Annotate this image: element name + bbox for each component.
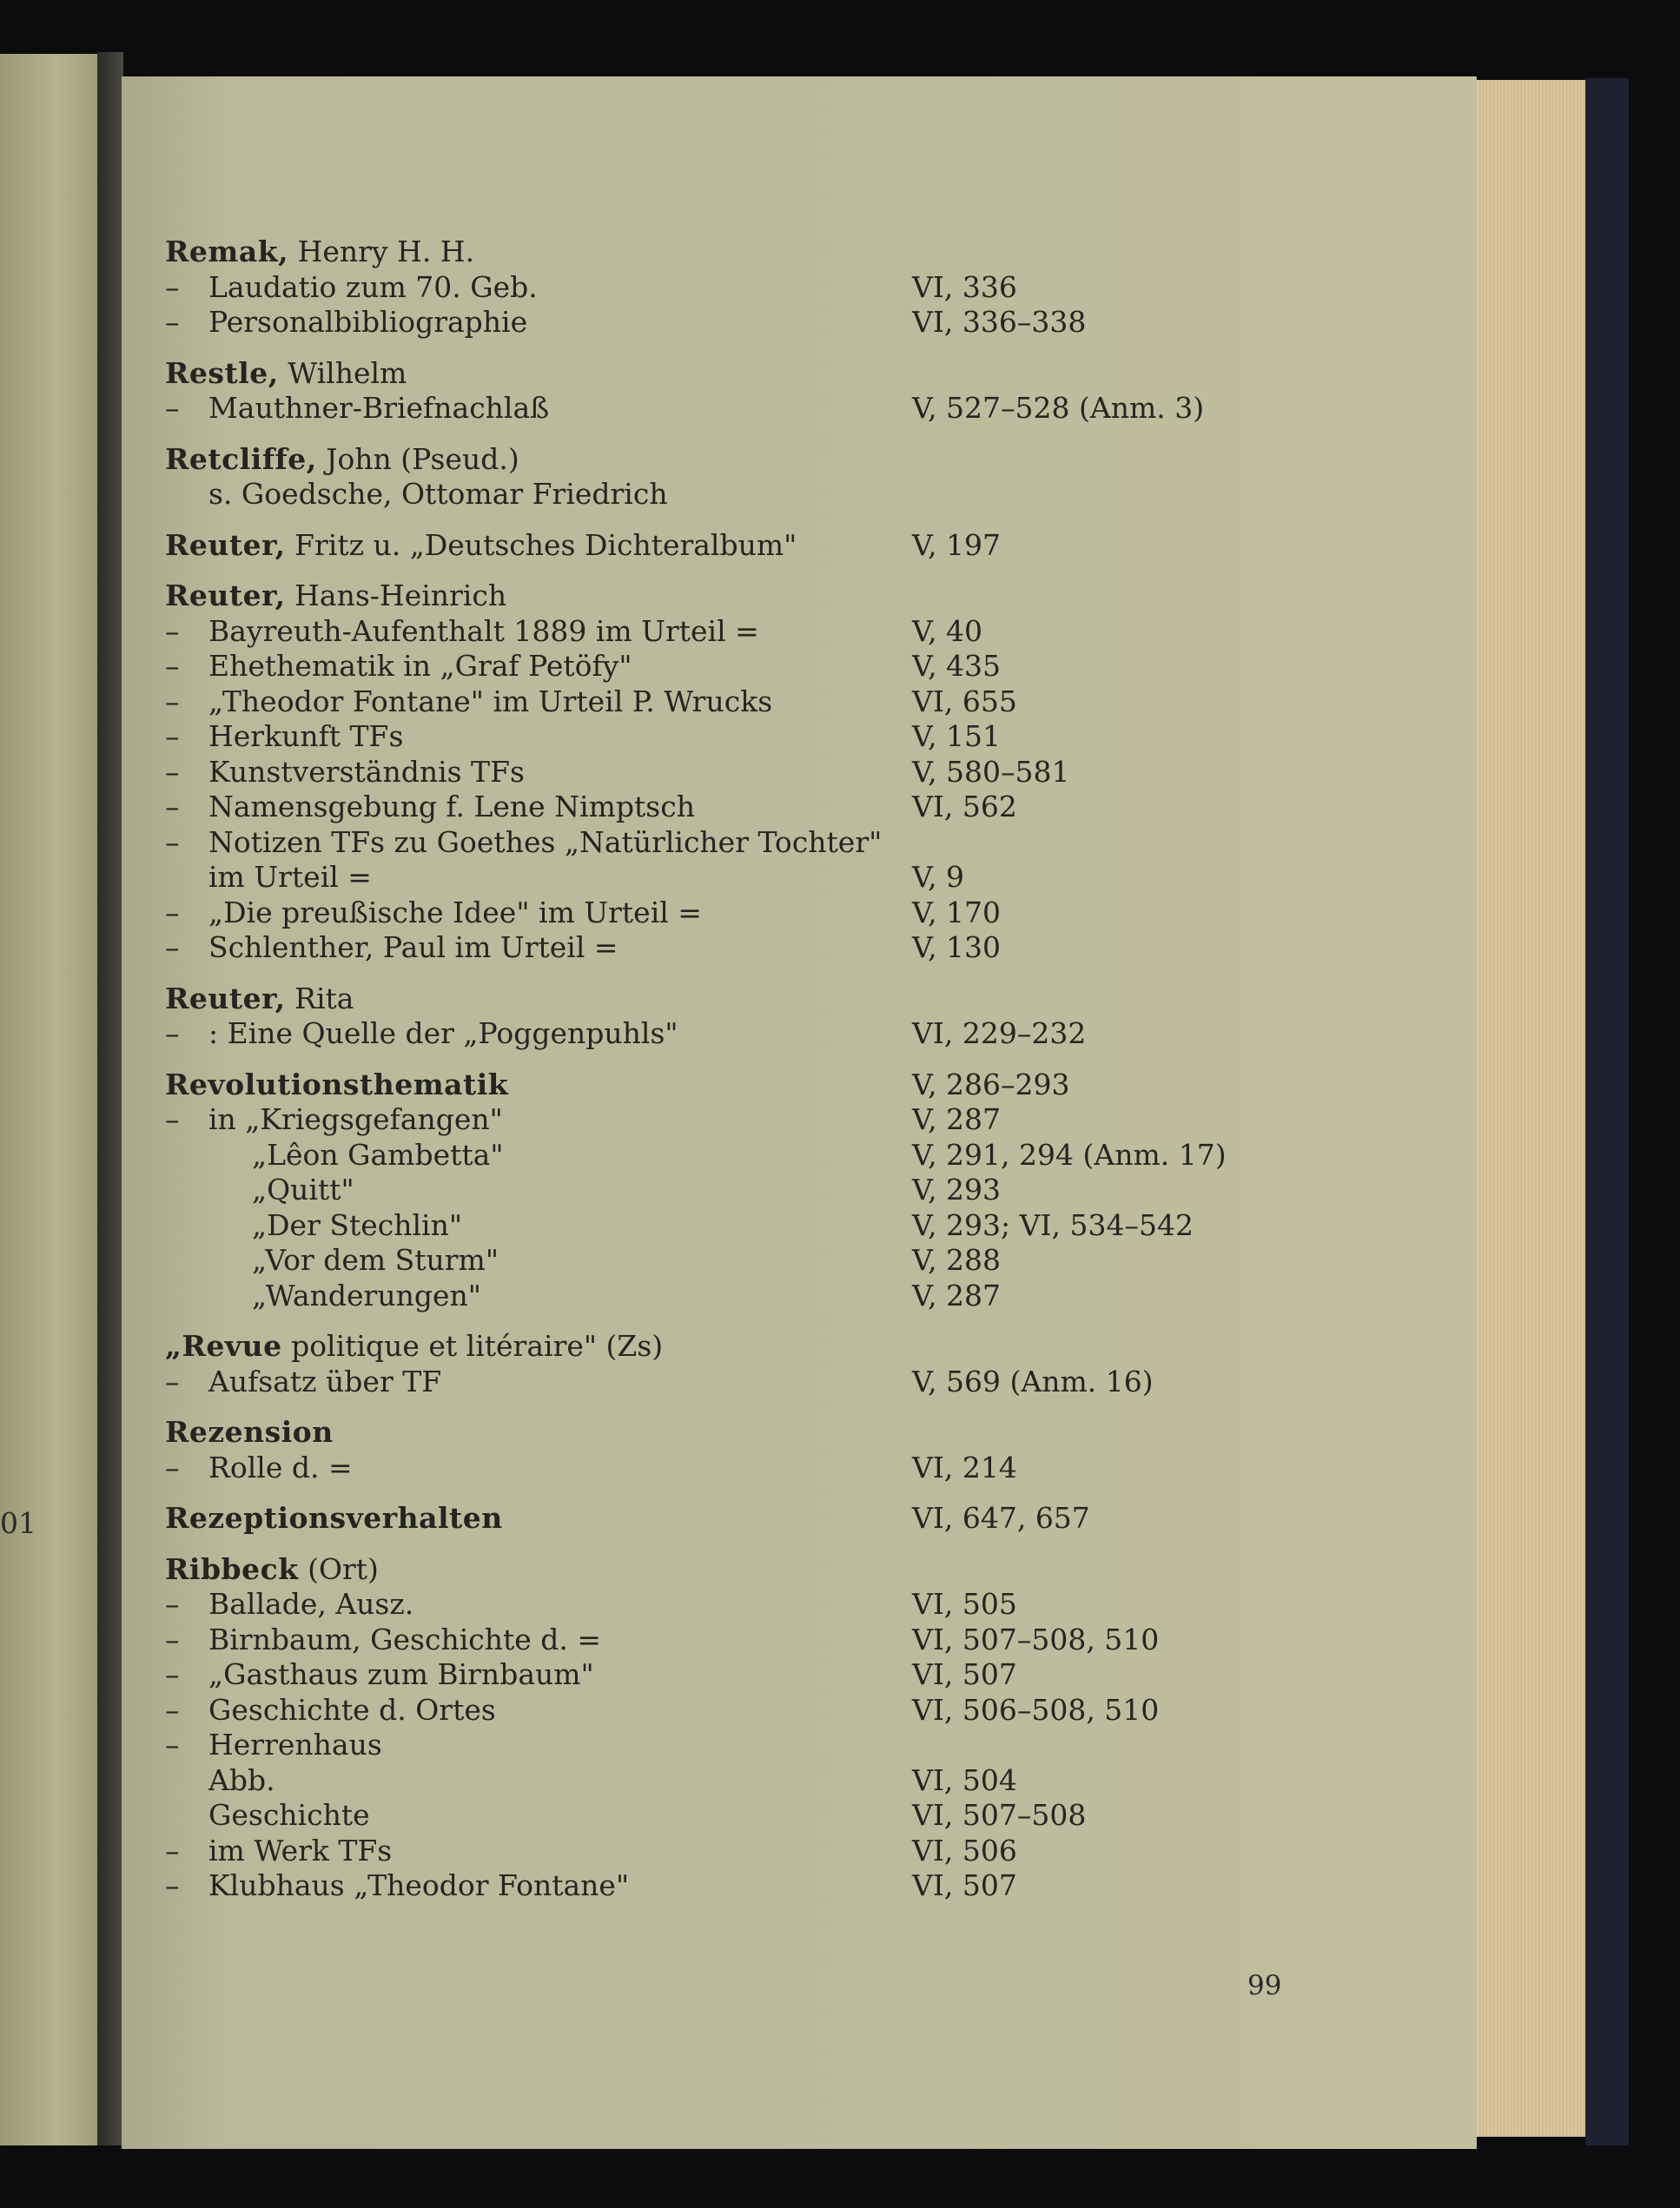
dash-marker: –	[165, 1587, 180, 1621]
index-line	[165, 305, 1225, 340]
left-page-number: 01	[0, 1506, 36, 1540]
page-reference: VI, 507–508	[912, 1798, 1087, 1832]
index-line	[165, 790, 1225, 825]
page-reference: VI, 229–232	[912, 1016, 1087, 1050]
dash-marker: –	[165, 824, 180, 859]
index-line	[165, 1173, 1225, 1208]
page-reference: VI, 505	[912, 1587, 1017, 1621]
index-line	[165, 649, 1225, 684]
index-entry	[165, 528, 1225, 564]
index-term	[165, 578, 506, 614]
index-term	[208, 1728, 382, 1763]
index-term	[165, 356, 407, 392]
index-line	[165, 860, 1225, 896]
dash-marker: –	[165, 1833, 180, 1868]
index-line	[165, 528, 1225, 564]
page-reference: V, 130	[912, 930, 1002, 964]
page-reference: VI, 506	[912, 1833, 1017, 1868]
index-entry	[165, 982, 1225, 1052]
left-page	[0, 54, 97, 2145]
index-line	[165, 1415, 1225, 1451]
page-number: 99	[1247, 1970, 1282, 2001]
index-entry	[165, 1501, 1225, 1537]
index-term-text: Henry H. H.	[288, 235, 475, 268]
index-keyword: Rezension	[165, 1415, 334, 1449]
index-term	[208, 684, 772, 720]
index-term	[208, 1365, 441, 1400]
index-line	[165, 578, 1225, 614]
index-entry	[165, 1415, 1225, 1485]
index-term	[208, 1016, 678, 1052]
index-term	[208, 825, 882, 861]
index-term-text: Bayreuth-Aufenthalt 1889 im Urteil =	[208, 613, 759, 648]
dash-marker: –	[165, 1364, 180, 1398]
page-reference: VI, 336	[912, 269, 1017, 304]
index-term-text: Rita	[285, 981, 354, 1015]
dash-marker: –	[165, 391, 180, 425]
page-reference: V, 293	[912, 1173, 1002, 1206]
dash-marker: –	[165, 895, 180, 929]
index-line	[165, 1587, 1225, 1623]
dash-marker: –	[165, 930, 180, 964]
index-term	[252, 1279, 481, 1314]
index-entries	[165, 235, 1225, 1920]
dash-marker: –	[165, 684, 180, 718]
index-term	[208, 790, 695, 825]
index-term	[252, 1243, 499, 1279]
index-term-text: John (Pseud.)	[316, 441, 519, 476]
index-keyword: Restle,	[165, 355, 279, 390]
index-line	[165, 825, 1225, 861]
index-line	[165, 235, 1225, 270]
index-term-text: Mauthner-Briefnachlaß	[208, 391, 550, 425]
index-keyword: Rezeptionsverhalten	[165, 1501, 503, 1535]
index-line	[165, 391, 1225, 426]
index-term	[208, 1798, 370, 1834]
index-line	[165, 1693, 1225, 1729]
page-reference: VI, 562	[912, 790, 1017, 823]
index-term	[208, 1102, 503, 1138]
index-term	[208, 270, 538, 306]
dash-marker: –	[165, 649, 180, 683]
dash-marker: –	[165, 1868, 180, 1902]
index-entry	[165, 1329, 1225, 1399]
index-keyword: Reuter,	[165, 527, 286, 562]
index-line	[165, 356, 1225, 392]
index-term	[208, 896, 702, 931]
index-line	[165, 1657, 1225, 1693]
index-term	[208, 649, 632, 684]
index-term-text: „Theodor Fontane" im Urteil P. Wrucks	[208, 684, 773, 718]
index-term	[165, 1501, 503, 1537]
index-term	[208, 1868, 629, 1904]
page-reference: VI, 504	[912, 1762, 1017, 1797]
page-reference: VI, 647, 657	[912, 1501, 1090, 1535]
index-term-text: „Vor dem Sturm"	[252, 1243, 499, 1277]
index-line	[165, 982, 1225, 1017]
index-term-text: Namensgebung f. Lene Nimptsch	[208, 790, 695, 823]
index-term-text: „Quitt"	[252, 1173, 354, 1206]
index-line	[165, 270, 1225, 306]
dash-marker: –	[165, 790, 180, 823]
index-line	[165, 1763, 1225, 1799]
dash-marker: –	[165, 1450, 180, 1484]
index-line	[165, 755, 1225, 790]
page-reference: VI, 336–338	[912, 305, 1087, 339]
index-term-text: „Der Stechlin"	[252, 1207, 463, 1242]
index-term-text: Laudatio zum 70. Geb.	[208, 269, 538, 304]
index-term	[252, 1138, 504, 1173]
page-reference: V, 40	[912, 613, 983, 648]
index-line	[165, 1728, 1225, 1763]
index-keyword: Ribbeck	[165, 1551, 299, 1586]
index-line	[165, 1623, 1225, 1658]
index-line	[165, 1016, 1225, 1052]
index-term	[208, 305, 527, 340]
index-entry	[165, 1552, 1225, 1904]
index-term-text: Klubhaus „Theodor Fontane"	[208, 1868, 630, 1902]
index-line	[165, 1279, 1225, 1314]
index-entry	[165, 356, 1225, 426]
index-term	[252, 1173, 354, 1208]
index-term	[208, 477, 668, 512]
dash-marker: –	[165, 1657, 180, 1691]
index-term	[165, 1415, 334, 1451]
index-entry	[165, 442, 1225, 512]
dash-marker: –	[165, 1622, 180, 1656]
index-term-text: Schlenther, Paul im Urteil =	[208, 930, 618, 964]
index-term-text: (Ort)	[298, 1551, 379, 1586]
index-term-text: Personalbibliographie	[208, 305, 528, 339]
index-term-text: politique et litéraire" (Zs)	[281, 1329, 664, 1363]
index-line	[165, 1834, 1225, 1869]
index-term	[208, 719, 403, 755]
index-term-text: Hans-Heinrich	[285, 578, 507, 612]
index-term-text: „Lêon Gambetta"	[252, 1137, 504, 1172]
page-reference: V, 286–293	[912, 1067, 1070, 1101]
index-term	[252, 1208, 462, 1244]
page-reference: V, 170	[912, 895, 1002, 929]
index-keyword: Reuter,	[165, 578, 286, 612]
index-term-text: „Gasthaus zum Birnbaum"	[208, 1657, 594, 1691]
index-term	[208, 1763, 275, 1799]
index-line	[165, 1102, 1225, 1138]
page-reference: V, 569 (Anm. 16)	[912, 1364, 1154, 1398]
index-line	[165, 1208, 1225, 1244]
index-term-text: Ehethematik in „Graf Petöfy"	[208, 649, 632, 683]
index-term-text: Fritz u. „Deutsches Dichteralbum"	[285, 527, 797, 562]
page-reference: VI, 507	[912, 1868, 1017, 1902]
page-reference: V, 151	[912, 719, 1002, 753]
index-term-text: im Urteil =	[208, 860, 372, 894]
index-term	[165, 1329, 663, 1365]
index-line	[165, 896, 1225, 931]
page-reference: V, 197	[912, 527, 1002, 562]
index-term	[208, 1657, 594, 1693]
index-entry	[165, 235, 1225, 340]
index-line	[165, 1552, 1225, 1588]
index-line	[165, 1068, 1225, 1103]
index-term-text: Geschichte	[208, 1798, 370, 1832]
index-line	[165, 1138, 1225, 1173]
dash-marker: –	[165, 1016, 180, 1050]
index-term	[208, 860, 372, 896]
index-term-text: Herrenhaus	[208, 1728, 382, 1762]
page-reference: VI, 507	[912, 1657, 1017, 1691]
page-reference: V, 291, 294 (Anm. 17)	[912, 1137, 1227, 1172]
index-term-text: Notizen TFs zu Goethes „Natürlicher Tochter"	[208, 824, 883, 859]
index-term	[165, 1068, 508, 1103]
index-keyword: Retcliffe,	[165, 441, 317, 476]
index-line	[165, 1798, 1225, 1834]
index-line	[165, 477, 1225, 512]
index-term-text: „Die preußische Idee" im Urteil =	[208, 895, 702, 929]
index-term	[208, 1451, 353, 1486]
dash-marker: –	[165, 269, 180, 304]
page-reference: V, 293; VI, 534–542	[912, 1207, 1194, 1242]
dash-marker: –	[165, 719, 180, 753]
index-term	[208, 1587, 413, 1623]
dash-marker: –	[165, 1102, 180, 1136]
dash-marker: –	[165, 305, 180, 339]
index-line	[165, 1365, 1225, 1400]
index-line	[165, 719, 1225, 755]
page-reference: VI, 214	[912, 1450, 1017, 1484]
dash-marker: –	[165, 613, 180, 648]
index-entry	[165, 578, 1225, 966]
index-term	[165, 528, 797, 564]
index-term	[165, 1552, 379, 1588]
index-term-text: Rolle d. =	[208, 1450, 353, 1484]
index-keyword: „Revue	[165, 1329, 282, 1363]
index-term	[208, 391, 549, 426]
index-term	[208, 1834, 392, 1869]
index-line	[165, 930, 1225, 966]
index-keyword: Reuter,	[165, 981, 286, 1015]
index-term-text: „Wanderungen"	[252, 1278, 481, 1312]
page-reference: V, 435	[912, 649, 1002, 683]
index-term-text: Herkunft TFs	[208, 719, 404, 753]
index-term	[165, 442, 519, 478]
index-line	[165, 1329, 1225, 1365]
index-line	[165, 684, 1225, 720]
index-term-text: Aufsatz über TF	[208, 1364, 442, 1398]
index-term	[208, 755, 525, 790]
index-term-text: in „Kriegsgefangen"	[208, 1102, 503, 1136]
page-reference: V, 288	[912, 1243, 1002, 1277]
index-term-text: Abb.	[208, 1762, 275, 1797]
index-term-text: im Werk TFs	[208, 1833, 393, 1868]
index-term-text: Wilhelm	[278, 355, 407, 390]
index-term	[208, 930, 618, 966]
page-reference: V, 287	[912, 1102, 1002, 1136]
index-term-text: : Eine Quelle der „Poggenpuhls"	[208, 1016, 678, 1050]
index-term	[208, 614, 759, 650]
index-line	[165, 1868, 1225, 1904]
index-term-text: s. Goedsche, Ottomar Friedrich	[208, 477, 668, 511]
page-reference: VI, 507–508, 510	[912, 1622, 1160, 1656]
index-term	[165, 235, 474, 270]
index-line	[165, 442, 1225, 478]
dash-marker: –	[165, 1728, 180, 1762]
index-line	[165, 614, 1225, 650]
book-gutter	[97, 52, 123, 2145]
book-cover-edge	[1585, 78, 1629, 2145]
index-term-text: Kunstverständnis TFs	[208, 754, 525, 789]
page-reference: V, 287	[912, 1278, 1002, 1312]
index-term-text: Ballade, Ausz.	[208, 1587, 414, 1621]
page-reference: V, 9	[912, 860, 965, 894]
page-reference: V, 580–581	[912, 754, 1070, 789]
index-term-text: Birnbaum, Geschichte d. =	[208, 1622, 602, 1656]
index-entry	[165, 1068, 1225, 1314]
dash-marker: –	[165, 754, 180, 789]
index-keyword: Remak,	[165, 235, 289, 268]
page-edges	[1477, 80, 1585, 2137]
index-term	[208, 1623, 601, 1658]
index-line	[165, 1451, 1225, 1486]
index-term-text: Geschichte d. Ortes	[208, 1692, 496, 1727]
index-term	[208, 1693, 496, 1729]
index-line	[165, 1501, 1225, 1537]
index-line	[165, 1243, 1225, 1279]
page-reference: V, 527–528 (Anm. 3)	[912, 391, 1205, 425]
index-keyword: Revolutionsthematik	[165, 1067, 509, 1101]
page-reference: VI, 655	[912, 684, 1017, 718]
index-term	[165, 982, 354, 1017]
dash-marker: –	[165, 1692, 180, 1727]
page-reference: VI, 506–508, 510	[912, 1692, 1160, 1727]
